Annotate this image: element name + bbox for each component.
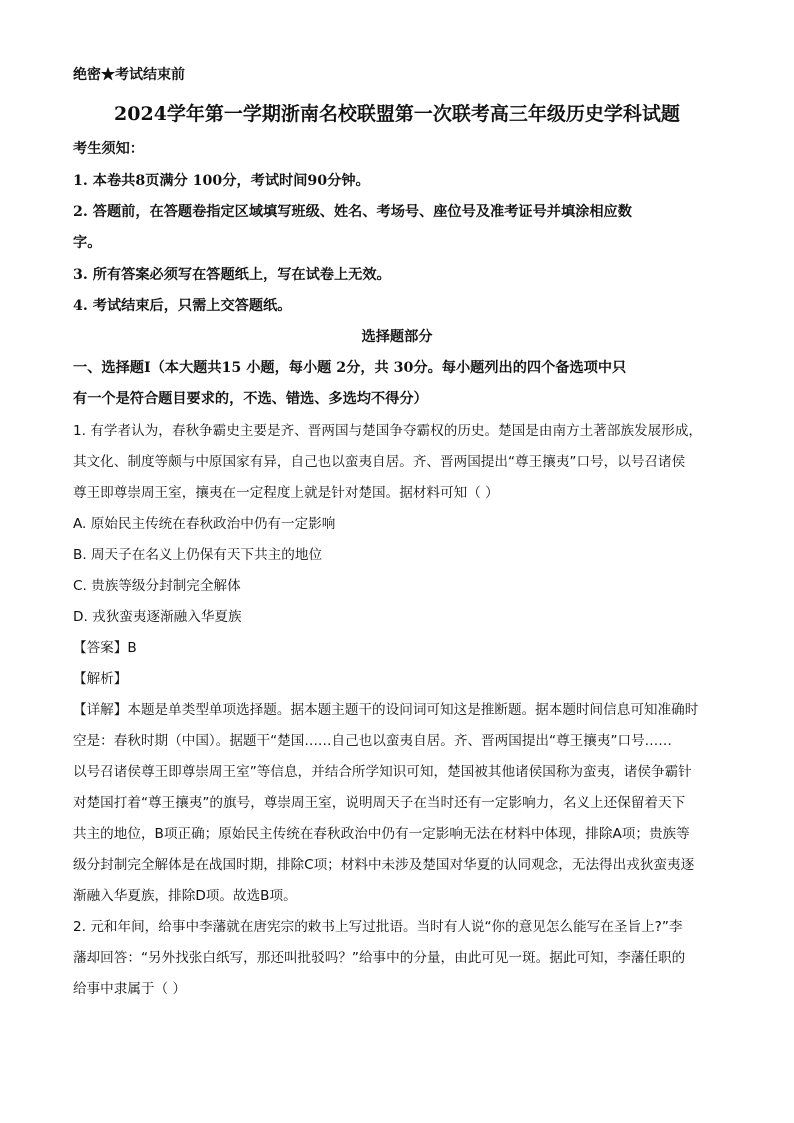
section-heading: 选择题部分 [361,329,433,345]
question-1-option-b: B. 周天子在名义上仍保有天下共主的地位 [73,547,323,563]
analysis-text: 共主的地位，B项正确；原始民主传统在春秋政治中仍有一定影响无法在材料中体现，排除A项；贵族等 [73,826,690,842]
part-instructions: 有一个是符合题目要求的，不选、错选、多选均不得分） [73,391,428,407]
question-2-stem: 给事中隶属于（ ） [73,981,187,997]
notice-item: 字。 [73,235,102,251]
notice-heading: 考生须知： [73,141,144,157]
question-1-option-c: C. 贵族等级分封制完全解体 [73,578,241,594]
notice-item: 2. 答题前，在答题卷指定区域填写班级、姓名、考场号、座位号及准考证号并填涂相应数 [73,204,632,220]
analysis-text: 【详解】本题是单类型单项选择题。据本题主题干的设问词可知这是推断题。据本题时间信息可知准确时 [73,702,699,718]
question-1-option-a: A. 原始民主传统在春秋政治中仍有一定影响 [73,516,336,532]
notice-item: 1. 本卷共8页满分 100分，考试时间90分钟。 [73,173,370,189]
question-1-stem: 其文化、制度等颇与中原国家有异，自己也以蛮夷自居。齐、晋两国提出“尊王攘夷”口号，以号召诸侯 [73,454,686,470]
question-1-stem: 1. 有学者认为，春秋争霸史主要是齐、晋两国与楚国争夺霸权的历史。楚国是由南方土著部族发展形成， [73,423,703,439]
notice-item: 4. 考试结束后，只需上交答题纸。 [73,298,292,314]
question-2-stem: 藩却回答：“另外找张白纸写，那还叫批驳吗？”给事中的分量，由此可见一斑。据此可知，李藩任职的 [73,950,686,966]
question-2-stem: 2. 元和年间，给事中李藩就在唐宪宗的敕书上写过批语。当时有人说“你的意见怎么能写在圣旨上?”李 [73,919,683,935]
answer-label: 【答案】B [73,640,137,656]
analysis-text: 以号召诸侯尊王即尊崇周王室”等信息，并结合所学知识可知，楚国被其他诸侯国称为蛮夷，诸侯争霸针 [73,764,692,780]
analysis-text: 级分封制完全解体是在战国时期，排除C项；材料中未涉及楚国对华夏的认同观念，无法得出戎狄蛮夷逐 [73,857,695,873]
exam-title: 2024学年第一学期浙南名校联盟第一次联考高三年级历史学科试题 [114,103,680,125]
notice-item: 3. 所有答案必须写在答题纸上，写在试卷上无效。 [73,267,391,283]
analysis-text: 渐融入华夏族，排除D项。故选B项。 [73,888,297,904]
part-instructions: 一、选择题Ⅰ（本大题共15 小题，每小题 2分，共 30分。每小题列出的四个备选项中只 [73,360,627,376]
question-1-option-d: D. 戎狄蛮夷逐渐融入华夏族 [73,609,242,625]
analysis-text: 空是：春秋时期（中国）。据题干“楚国……自己也以蛮夷自居。齐、晋两国提出“尊王攘夷”口号…… [73,733,672,749]
confidential-label: 绝密★考试结束前 [73,67,185,83]
analysis-label: 【解析】 [73,671,128,687]
analysis-text: 对楚国打着“尊王攘夷”的旗号，尊崇周王室，说明周天子在当时还有一定影响力，名义上还保留着天下 [73,795,686,811]
question-1-stem: 尊王即尊崇周王室，攘夷在一定程度上就是针对楚国。据材料可知（ ） [73,485,499,501]
